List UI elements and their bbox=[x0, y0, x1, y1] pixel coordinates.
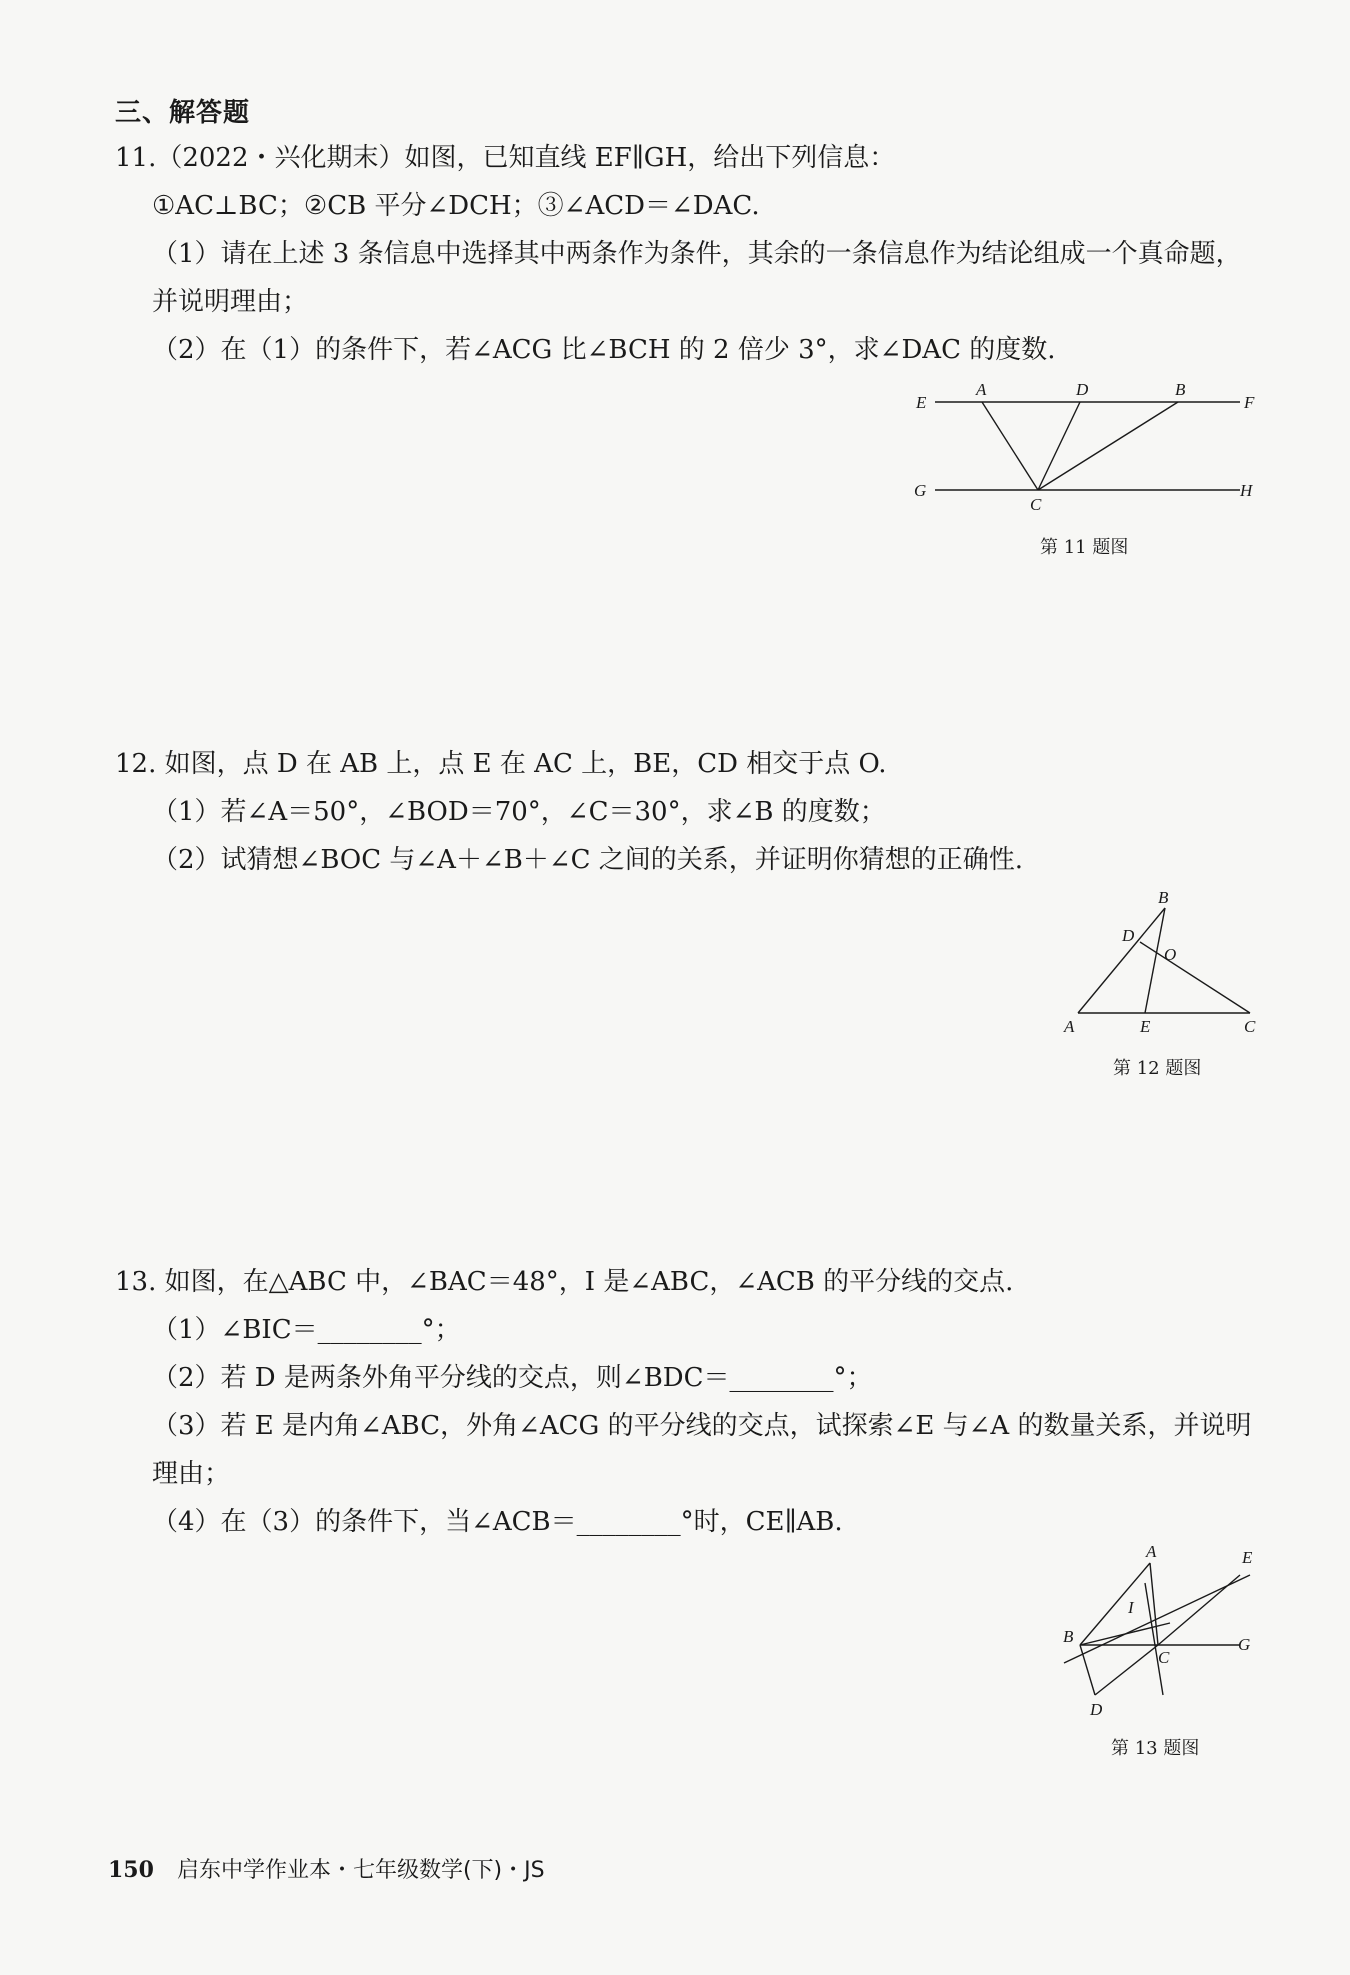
label-d: D bbox=[1090, 1700, 1103, 1719]
label-o: O bbox=[1164, 945, 1177, 964]
q11-part1: （1）请在上述 3 条信息中选择其中两条作为条件，其余的一条信息作为结论组成一个真命题， bbox=[152, 239, 1242, 269]
label-b: B bbox=[1158, 888, 1169, 907]
q11-stem: 11.（2022・兴化期末）如图，已知直线 EF∥GH，给出下列信息： bbox=[115, 143, 896, 173]
label-b: B bbox=[1175, 380, 1186, 399]
segment-ab bbox=[1078, 908, 1165, 1013]
q12-part2: （2）试猜想∠BOC 与∠A＋∠B＋∠C 之间的关系，并证明你猜想的正确性. bbox=[152, 845, 1024, 875]
label-c: C bbox=[1158, 1648, 1170, 1667]
segment-be bbox=[1145, 908, 1165, 1013]
label-d: D bbox=[1076, 380, 1089, 399]
q11-info: ①AC⊥BC；②CB 平分∠DCH；③∠ACD＝∠DAC. bbox=[152, 191, 760, 221]
segment-ac bbox=[1150, 1563, 1158, 1645]
q13-figure bbox=[1050, 1542, 1270, 1725]
line-be bbox=[1064, 1575, 1250, 1663]
label-e: E bbox=[1140, 1017, 1151, 1036]
book-title: 启东中学作业本・七年级数学(下)・JS bbox=[176, 1858, 545, 1883]
label-b: B bbox=[1063, 1627, 1074, 1646]
label-h: H bbox=[1240, 481, 1253, 500]
label-g: G bbox=[1238, 1635, 1251, 1654]
q11-part2: （2）在（1）的条件下，若∠ACG 比∠BCH 的 2 倍少 3°，求∠DAC 的度数. bbox=[152, 335, 1056, 365]
q11-figure bbox=[910, 380, 1260, 520]
section-title: 三、解答题 bbox=[115, 98, 251, 128]
label-f: F bbox=[1244, 393, 1255, 412]
segment-cd bbox=[1140, 942, 1250, 1013]
q11-part1-cont: 并说明理由； bbox=[152, 287, 309, 317]
label-a: A bbox=[976, 380, 987, 399]
label-a: A bbox=[1064, 1017, 1075, 1036]
page-number: 150 bbox=[108, 1857, 154, 1883]
segment-ba bbox=[1080, 1563, 1150, 1645]
segment-ce bbox=[1158, 1575, 1240, 1645]
page-footer bbox=[108, 1853, 545, 1884]
q12-figure-caption: 第 12 题图 bbox=[1113, 1058, 1202, 1079]
label-i: I bbox=[1128, 1598, 1134, 1617]
q13-part4: （4）在（3）的条件下，当∠ACB＝________°时，CE∥AB. bbox=[152, 1507, 843, 1537]
label-e: E bbox=[916, 393, 927, 412]
label-e: E bbox=[1242, 1548, 1253, 1567]
segment-dc bbox=[1095, 1645, 1158, 1695]
segment-ac bbox=[982, 402, 1038, 490]
q13-part3-cont: 理由； bbox=[152, 1459, 231, 1489]
q12-part1: （1）若∠A＝50°，∠BOD＝70°，∠C＝30°，求∠B 的度数； bbox=[152, 797, 886, 827]
q12-figure bbox=[1060, 888, 1270, 1038]
label-d: D bbox=[1122, 926, 1135, 945]
q13-part1: （1）∠BIC＝________°； bbox=[152, 1315, 461, 1345]
label-a: A bbox=[1146, 1542, 1157, 1561]
label-c: C bbox=[1030, 495, 1042, 514]
q11-figure-caption: 第 11 题图 bbox=[1040, 537, 1129, 558]
q13-part3: （3）若 E 是内角∠ABC，外角∠ACG 的平分线的交点，试探索∠E 与∠A 的数量关系，并说明 bbox=[152, 1411, 1252, 1441]
label-g: G bbox=[914, 481, 927, 500]
q13-part2: （2）若 D 是两条外角平分线的交点，则∠BDC＝________°； bbox=[152, 1363, 873, 1393]
q13-stem: 13. 如图，在△ABC 中，∠BAC＝48°，I 是∠ABC，∠ACB 的平分线的交点. bbox=[115, 1267, 1014, 1297]
q12-stem: 12. 如图，点 D 在 AB 上，点 E 在 AC 上，BE，CD 相交于点 O. bbox=[115, 749, 887, 779]
q13-figure-caption: 第 13 题图 bbox=[1111, 1738, 1200, 1759]
label-c: C bbox=[1244, 1017, 1256, 1036]
